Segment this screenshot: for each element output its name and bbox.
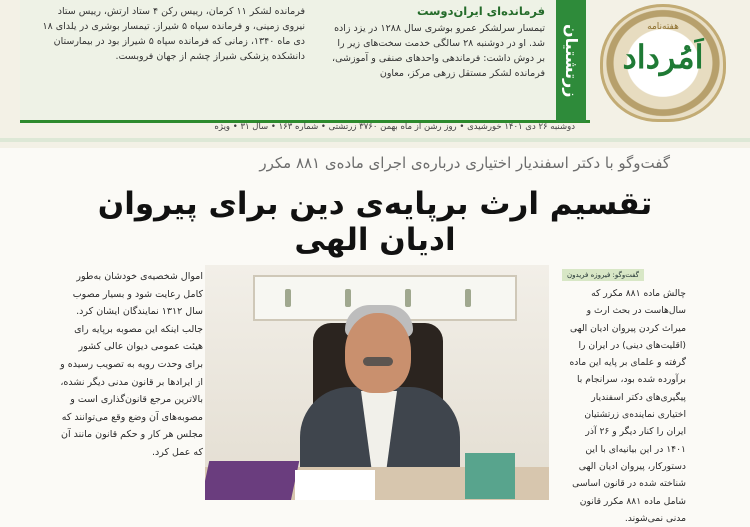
logo-title: اَمُرداد [622,38,704,76]
article-photo[interactable] [205,265,549,500]
article-headline[interactable]: تقسیم ارث برپایه‌ی دین برای پیروان ادیان الهی [97,186,653,258]
masthead-divider [0,138,750,142]
masthead-column-heading: فرمانده‌ای ایران‌دوست [416,4,545,18]
photo-tissue-box [465,453,515,499]
photo-person-head [345,313,411,393]
article-column-left: اموال شخصیه‌ی خودشان به‌طور کامل رعایت شود و بسیار مصوب سال ۱۳۱۲ نمایندگان ایشان کرد. جالب اینکه این مصوبه برپایه رای هیئت عمومی دیوان عالی کشور برای وحدت رویه به تصویب رسیده و از ایرادها بر قانون مدنی دیگر نشده، بالاترین مرجع قانون‌گذاری است و مصوبه‌های آن وضع وقع می‌توانند که مجلس هر کار و حکم قانون مانند آن که عمل کرد. [60,271,203,458]
article-kicker: گفت‌وگو با دکتر اسفندیار اختیاری درباره‌ی اجرای ماده‌ی ۸۸۱ مکرر [259,154,670,172]
photo-folder [205,461,299,500]
photo-person-moustache [363,357,393,366]
article-byline: گفت‌وگو: فیروزه فریدون [562,269,644,281]
masthead-column-left [35,4,305,64]
issue-dateline: دوشنبه ۲۶ دی ۱۴۰۱ خورشیدی • روز رشن از ماه بهمن ۳۷۶۰ زرتشتی • شماره ۱۶۳ • سال ۳۱ • ویژه [214,122,575,132]
masthead-ribbon: زرتشتیان [556,0,586,122]
masthead [0,0,750,148]
newspaper-logo[interactable] [588,0,738,128]
masthead-column-right [330,4,545,81]
logo-subtitle: هفته‌نامه [647,22,679,32]
masthead-column-text-secondary: فرمانده لشکر ۱۱ کرمان، رییس رکن ۴ ستاد ارتش، رییس ستاد نیروی زمینی، و فرمانده سپاه ۵ شیراز. تیمسار بوشری در یلدای ۱۸ دی ماه ۱۳۴۰، زمانی که فرمانده سپاه ۵ شیراز بود در بیمارستان دانشکده پزشکی شیراز چشم از جهان فروبست. [42,6,305,62]
masthead-column-text: تیمسار سرلشکر عمرو بوشری سال ۱۲۸۸ در یزد زاده شد. او در دوشنبه ۲۸ سالگی خدمت سخت‌های زیر را بر دوش داشت: فرماندهی واحدهای صنفی و آموزشی، فرمانده لشکر مستقل زرهی مرکز، معاون [332,23,545,79]
photo-paper [295,470,375,500]
article-column-right: چالش ماده ۸۸۱ مکرر که سال‌هاست در بحث ارث و میراث کردن پیروان ادیان الهی (اقلیت‌های دینی) در ایران را گرفته و علمای بر پایه این ماده برآورده شده بود، سرانجام با پیگیری‌های دکتر اسفندیار اختیاری نماینده‌ی زرتشتیان ایران را کنار دیگر و ۲۶ آذر ۱۴۰۱ در این بیانیه‌ای با این دستورکار، پیروان ادیان الهی شناخته شده در قانون اساسی شامل ماده ۸۸۱ مکرر قانون مدنی نمی‌شوند. [569,288,686,524]
